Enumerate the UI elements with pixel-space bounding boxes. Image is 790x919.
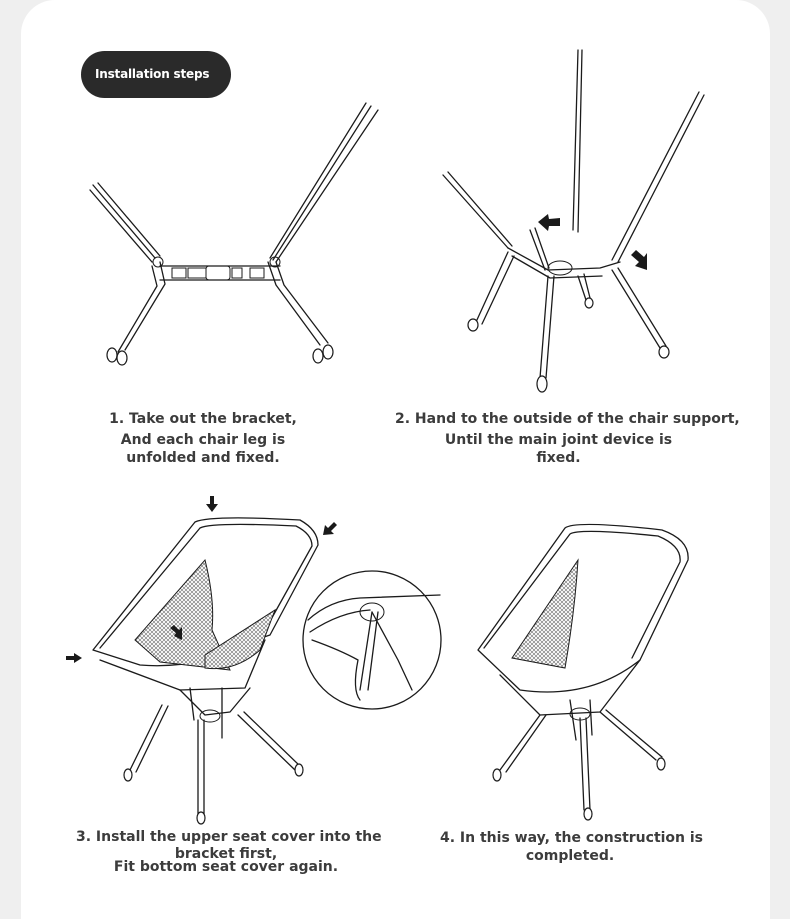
installation-steps-badge: Installation steps — [81, 51, 231, 98]
step3-seat-illustration — [66, 496, 441, 824]
step-4-caption — [440, 829, 704, 865]
step1-bracket-illustration — [90, 103, 378, 365]
step-1-line-2: And each chair leg is — [120, 432, 286, 448]
step-3-line-1: 3. Install the upper seat cover into the — [76, 829, 382, 845]
step-1-line-1: 1. Take out the bracket, — [109, 411, 297, 427]
step-3-caption — [76, 829, 382, 876]
step-1-caption — [96, 409, 310, 469]
step4-chair-illustration — [478, 524, 688, 820]
step-3-line-2: bracket first, — [174, 846, 278, 862]
step-3-line-3: Fit bottom seat cover again. — [113, 859, 339, 875]
step-1-line-3: unfolded and fixed. — [126, 450, 280, 466]
step-2-line-3: fixed. — [536, 450, 581, 466]
step-2-caption — [395, 409, 740, 469]
step-2-line-2: Until the main joint device is — [444, 432, 673, 448]
step-2-line-1: 2. Hand to the outside of the chair support, — [395, 411, 740, 427]
step-4-line-1: 4. In this way, the construction is — [440, 830, 704, 846]
step2-frame-illustration — [443, 50, 704, 392]
step-4-line-2: completed. — [525, 848, 615, 864]
detail-zoom-circle — [303, 571, 441, 709]
